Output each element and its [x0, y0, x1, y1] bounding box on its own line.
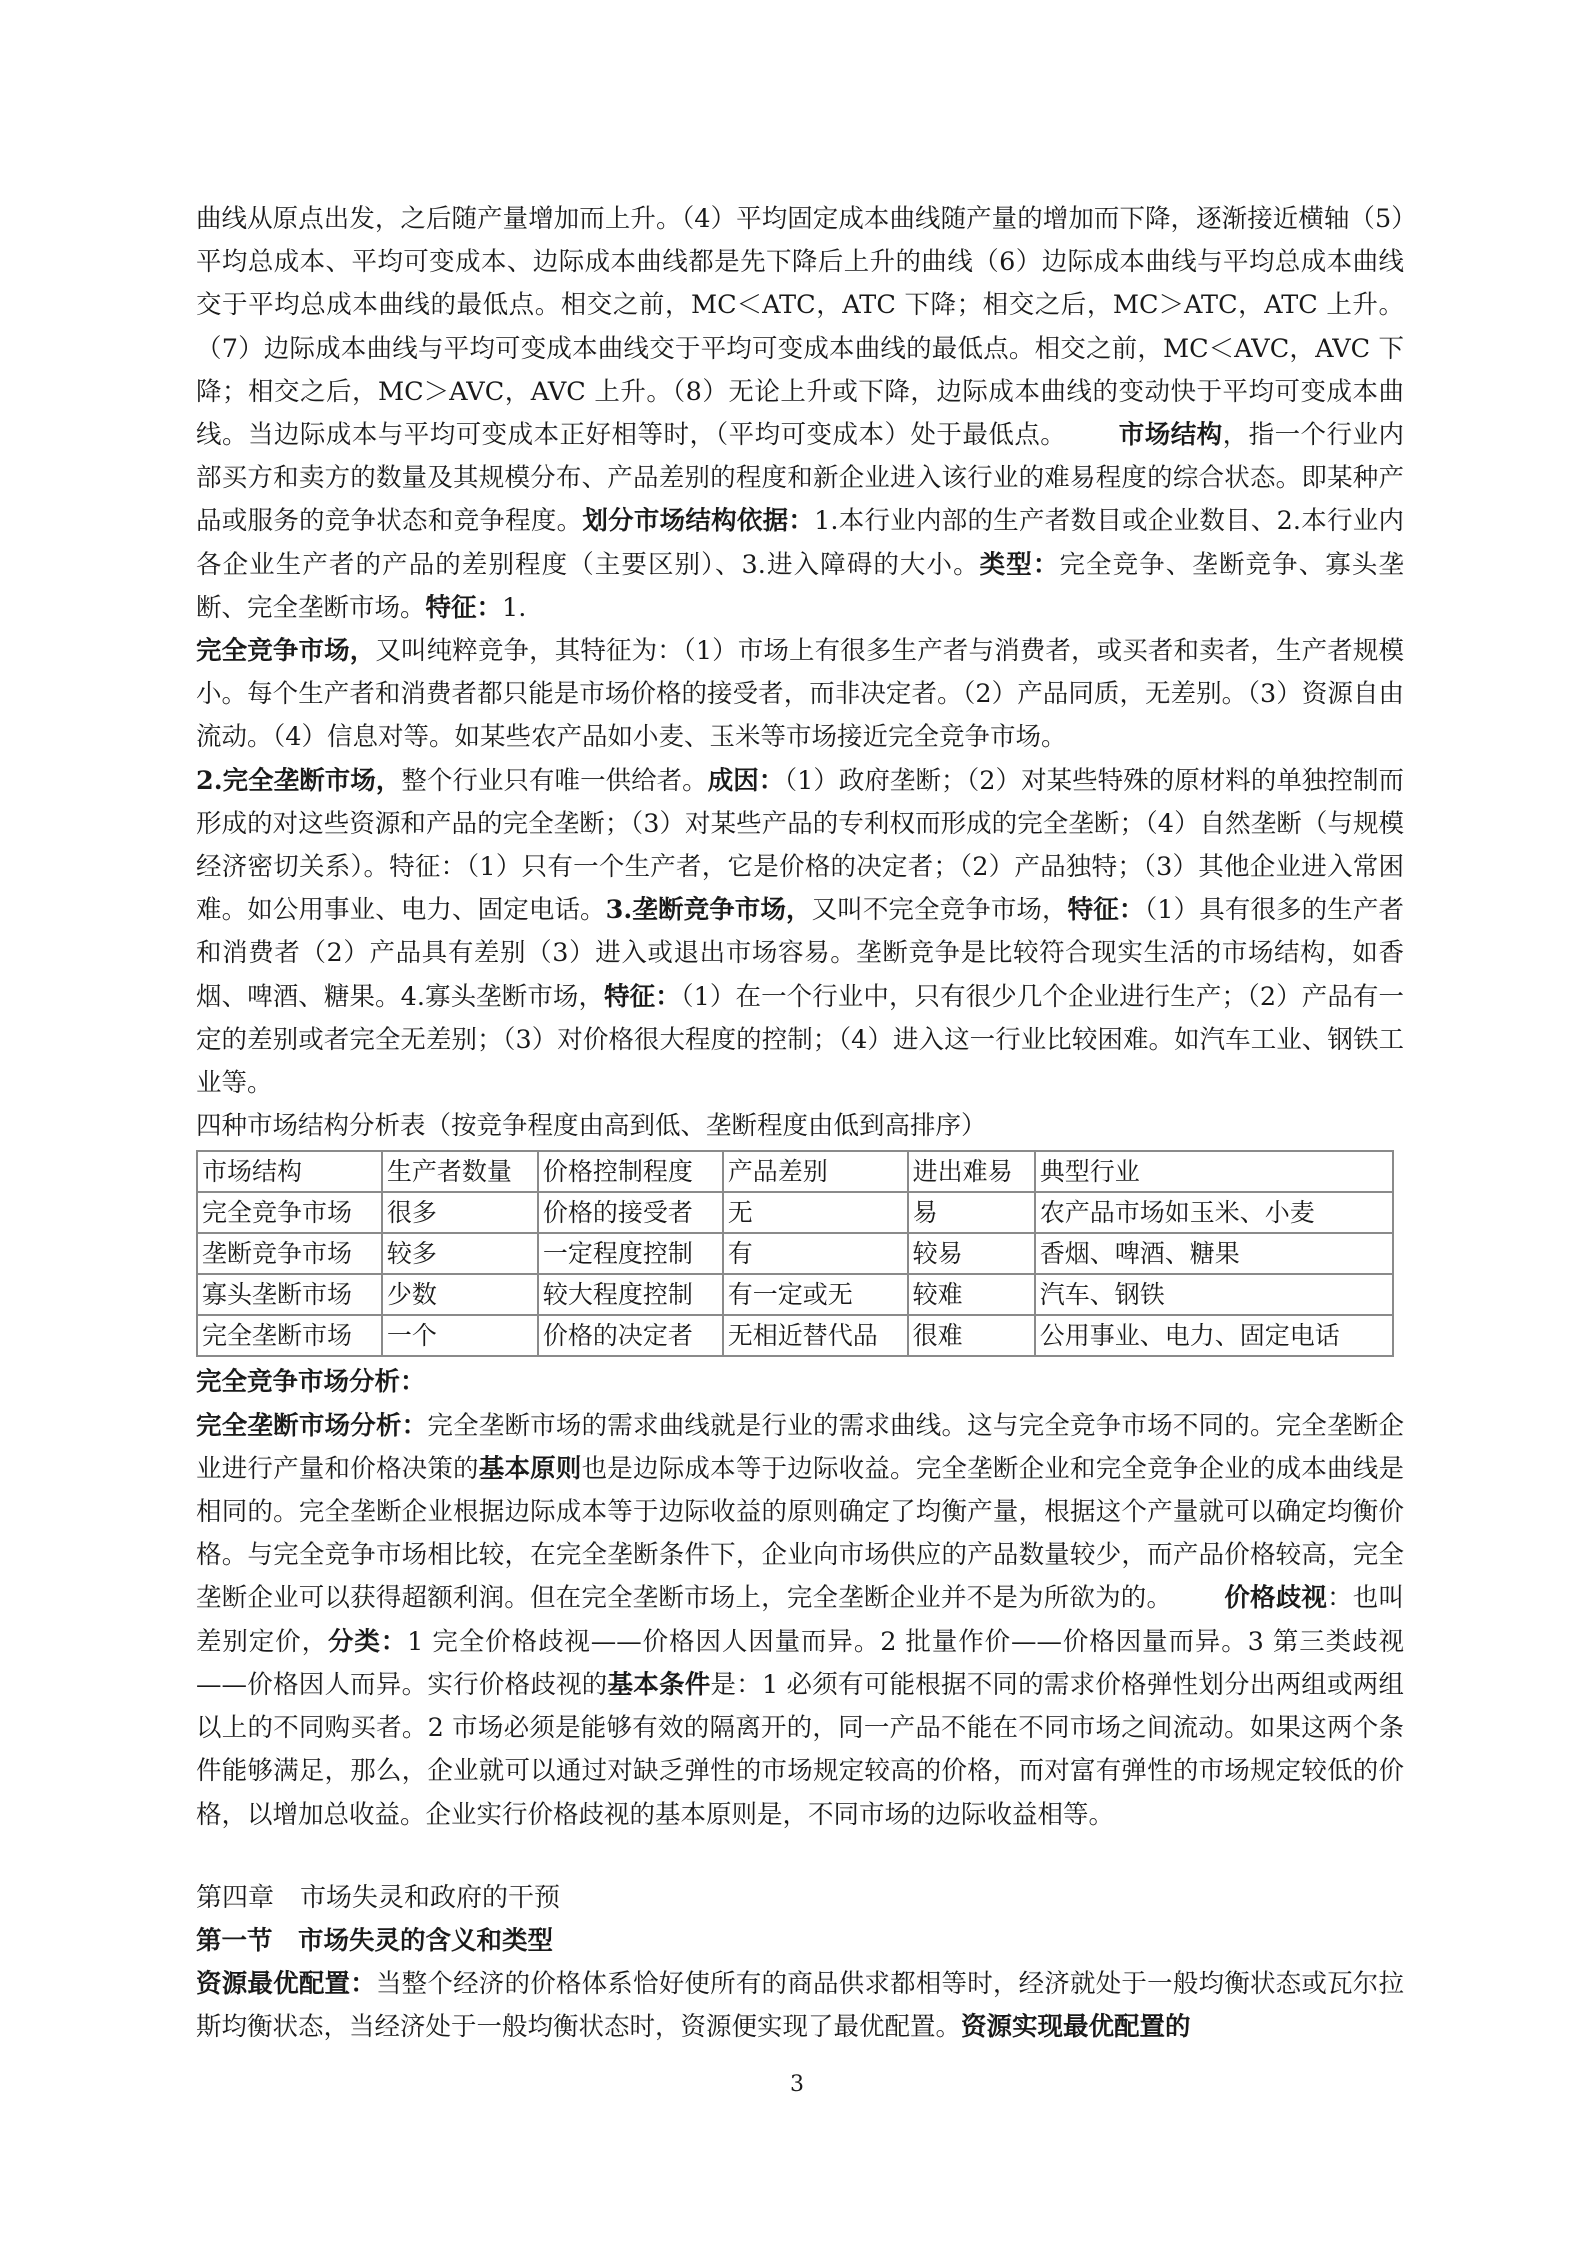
term-market-structure: 市场结构: [1118, 420, 1223, 451]
table-row: [197, 1192, 1393, 1233]
term-causes: 成因：: [707, 765, 785, 796]
table-caption: 四种市场结构分析表（按竞争程度由高到低、垄断程度由低到高排序）: [196, 1111, 987, 1142]
term-monopoly-analysis: 完全垄断市场分析：: [196, 1410, 428, 1441]
term-division-basis: 划分市场结构依据：: [582, 506, 815, 537]
table-cell: 香烟、啤酒、糖果: [1035, 1233, 1393, 1274]
table-row: [197, 1233, 1393, 1274]
table-header-row: [197, 1151, 1393, 1192]
table-cell: 少数: [382, 1274, 538, 1315]
term-perfect-competition: 完全竞争市场，: [196, 636, 376, 667]
table-cell: 无: [723, 1192, 908, 1233]
heading-perfect-competition-analysis: 完全竞争市场分析：: [196, 1367, 426, 1398]
table-cell: 完全垄断市场: [197, 1315, 382, 1356]
table-cell: 寡头垄断市场: [197, 1274, 382, 1315]
table-header-cell: 典型行业: [1035, 1151, 1393, 1192]
paragraph-cost-curves-and-market-structure: 曲线从原点出发，之后随产量增加而上升。（4）平均固定成本曲线随产量的增加而下降，逐渐接近横轴（5）平均总成本、平均可变成本、边际成本曲线都是先下降后上升的曲线（6）边际成本曲线与平均总成本曲线交于平均总成本曲线的最低点。相交之前，MC＜ATC，ATC 下降；相交之后，MC＞ATC，ATC 上升。（7）边际成本曲线与平均可变成本曲线交于平均可变成本曲线的最低点。相交之前，MC＜AVC，AVC 下降；相交之后，MC＞AVC，AVC 上升。（8）无论上升或下降，边际成本曲线的变动快于平均可变成本曲线。当边际成本与平均可变成本正好相等时，（平均可变成本）处于最低点。 市场结构，指一个行业内部买方和卖方的数量及其规模分布、产品差别的程度和新企业进入该行业的难易程度的综合状态。即某种产品或服务的竞争状态和竞争程度。划分市场结构依据：1.本行业内部的生产者数目或企业数目、2.本行业内各企业生产者的产品的差别程度（主要区别）、3.进入障碍的大小。类型：完全竞争、垄断竞争、寡头垄断、完全垄断市场。特征：1. 完全竞争市场，又叫纯粹竞争，其特征为：（1）市场上有很多生产者与消费者，或买者和卖者，生产者规模小。每个生产者和消费者都只能是市场价格的接受者，而非决定者。（2）产品同质，无差别。（3）资源自由流动。（4）信息对等。如某些农产品如小麦、玉米等市场接近完全竞争市场。 2.完全垄断市场，整个行业只有唯一供给者。成因：（1）政府垄断；（2）对某些特殊的原材料的单独控制而形成的对这些资源和产品的完全垄断；（3）对某些产品的专利权而形成的完全垄断；（4）自然垄断（与规模经济密切关系）。特征：（1）只有一个生产者，它是价格的决定者；（2）产品独特；（3）其他企业进入常困难。如公用事业、电力、固定电话。3.垄断竞争市场，又叫不完全竞争市场，特征：（1）具有很多的生产者和消费者（2）产品具有差别（3）进入或退出市场容易。垄断竞争是比较符合现实生活的市场结构，如香烟、啤酒、糖果。4.寡头垄断市场，特征：（1）在一个行业中，只有很少几个企业进行生产；（2）产品有一定的差别或者完全无差别；（3）对价格很大程度的控制；（4）进入这一行业比较困难。如汽车工业、钢铁工业等。: [196, 204, 1404, 1099]
table-cell: 很难: [908, 1315, 1035, 1356]
table-cell: 价格的接受者: [538, 1192, 723, 1233]
section-heading: 第一节 市场失灵的含义和类型: [196, 1925, 554, 1956]
table-cell: 垄断竞争市场: [197, 1233, 382, 1274]
term-classification: 分类：: [327, 1626, 408, 1657]
table-header-cell: 进出难易: [908, 1151, 1035, 1192]
table-row: [197, 1274, 1393, 1315]
paragraph-monopoly-analysis: 完全垄断市场分析：完全垄断市场的需求曲线就是行业的需求曲线。这与完全竞争市场不同的。完全垄断企业进行产量和价格决策的基本原则也是边际成本等于边际收益。完全垄断企业和完全竞争企业的成本曲线是相同的。完全垄断企业根据边际成本等于边际收益的原则确定了均衡产量，根据这个产量就可以确定均衡价格。与完全竞争市场相比较，在完全垄断条件下，企业向市场供应的产品数量较少，而产品价格较高，完全垄断企业可以获得超额利润。但在完全垄断市场上，完全垄断企业并不是为所欲为的。 价格歧视：也叫差别定价，分类：1 完全价格歧视——价格因人因量而异。2 批量作价——价格因量而异。3 第三类歧视——价格因人而异。实行价格歧视的基本条件是：1 必须有可能根据不同的需求价格弹性划分出两组或两组以上的不同购买者。2 市场必须是能够有效的隔离开的，同一产品不能在不同市场之间流动。如果这两个条件能够满足，那么，企业就可以通过对缺乏弹性的市场规定较高的价格，而对富有弹性的市场规定较低的价格，以增加总收益。企业实行价格歧视的基本原则是，不同市场的边际收益相等。: [196, 1410, 1404, 1830]
table-cell: 较难: [908, 1274, 1035, 1315]
table-header-cell: 市场结构: [197, 1151, 382, 1192]
chapter-heading: 第四章 市场失灵和政府的干预: [196, 1882, 561, 1913]
table-cell: 一定程度控制: [538, 1233, 723, 1274]
table-cell: 有一定或无: [723, 1274, 908, 1315]
term-perfect-monopoly: 2.完全垄断市场，: [196, 765, 402, 796]
table-cell: 有: [723, 1233, 908, 1274]
term-basic-principle: 基本原则: [478, 1453, 582, 1484]
table-cell: 很多: [382, 1192, 538, 1233]
term-optimal-allocation-2: 资源实现最优配置的: [961, 2012, 1191, 2043]
table-cell: 完全竞争市场: [197, 1192, 382, 1233]
table-cell: 公用事业、电力、固定电话: [1035, 1315, 1393, 1356]
term-basic-conditions: 基本条件: [607, 1669, 711, 1700]
table-cell: 无相近替代品: [723, 1315, 908, 1356]
term-price-discrimination: 价格歧视: [1224, 1583, 1328, 1614]
table-row: [197, 1315, 1393, 1356]
table-cell: 汽车、钢铁: [1035, 1274, 1393, 1315]
term-features: 特征：: [425, 592, 503, 623]
paragraph-optimal-allocation: 资源最优配置：当整个经济的价格体系恰好使所有的商品供求都相等时，经济就处于一般均衡状态或瓦尔拉斯均衡状态，当经济处于一般均衡状态时，资源便实现了最优配置。资源实现最优配置的: [196, 1969, 1404, 2043]
table-header-cell: 产品差别: [723, 1151, 908, 1192]
table-cell: 一个: [382, 1315, 538, 1356]
term-types: 类型：: [979, 549, 1060, 580]
table-cell: 较大程度控制: [538, 1274, 723, 1315]
market-structure-table: [196, 1150, 1394, 1357]
page-number: 3: [790, 2072, 804, 2097]
term-monopolistic-competition: 3.垄断竞争市场，: [605, 895, 812, 926]
table-cell: 易: [908, 1192, 1035, 1233]
table-cell: 农产品市场如玉米、小麦: [1035, 1192, 1393, 1233]
term-features-3: 特征：: [604, 981, 681, 1012]
table-cell: 较易: [908, 1233, 1035, 1274]
term-optimal-allocation: 资源最优配置：: [196, 1969, 376, 2000]
table-cell: 价格的决定者: [538, 1315, 723, 1356]
table-header-cell: 价格控制程度: [538, 1151, 723, 1192]
table-header-cell: 生产者数量: [382, 1151, 538, 1192]
table-cell: 较多: [382, 1233, 538, 1274]
term-features-2: 特征：: [1067, 895, 1145, 926]
document-page: [196, 198, 1404, 2050]
